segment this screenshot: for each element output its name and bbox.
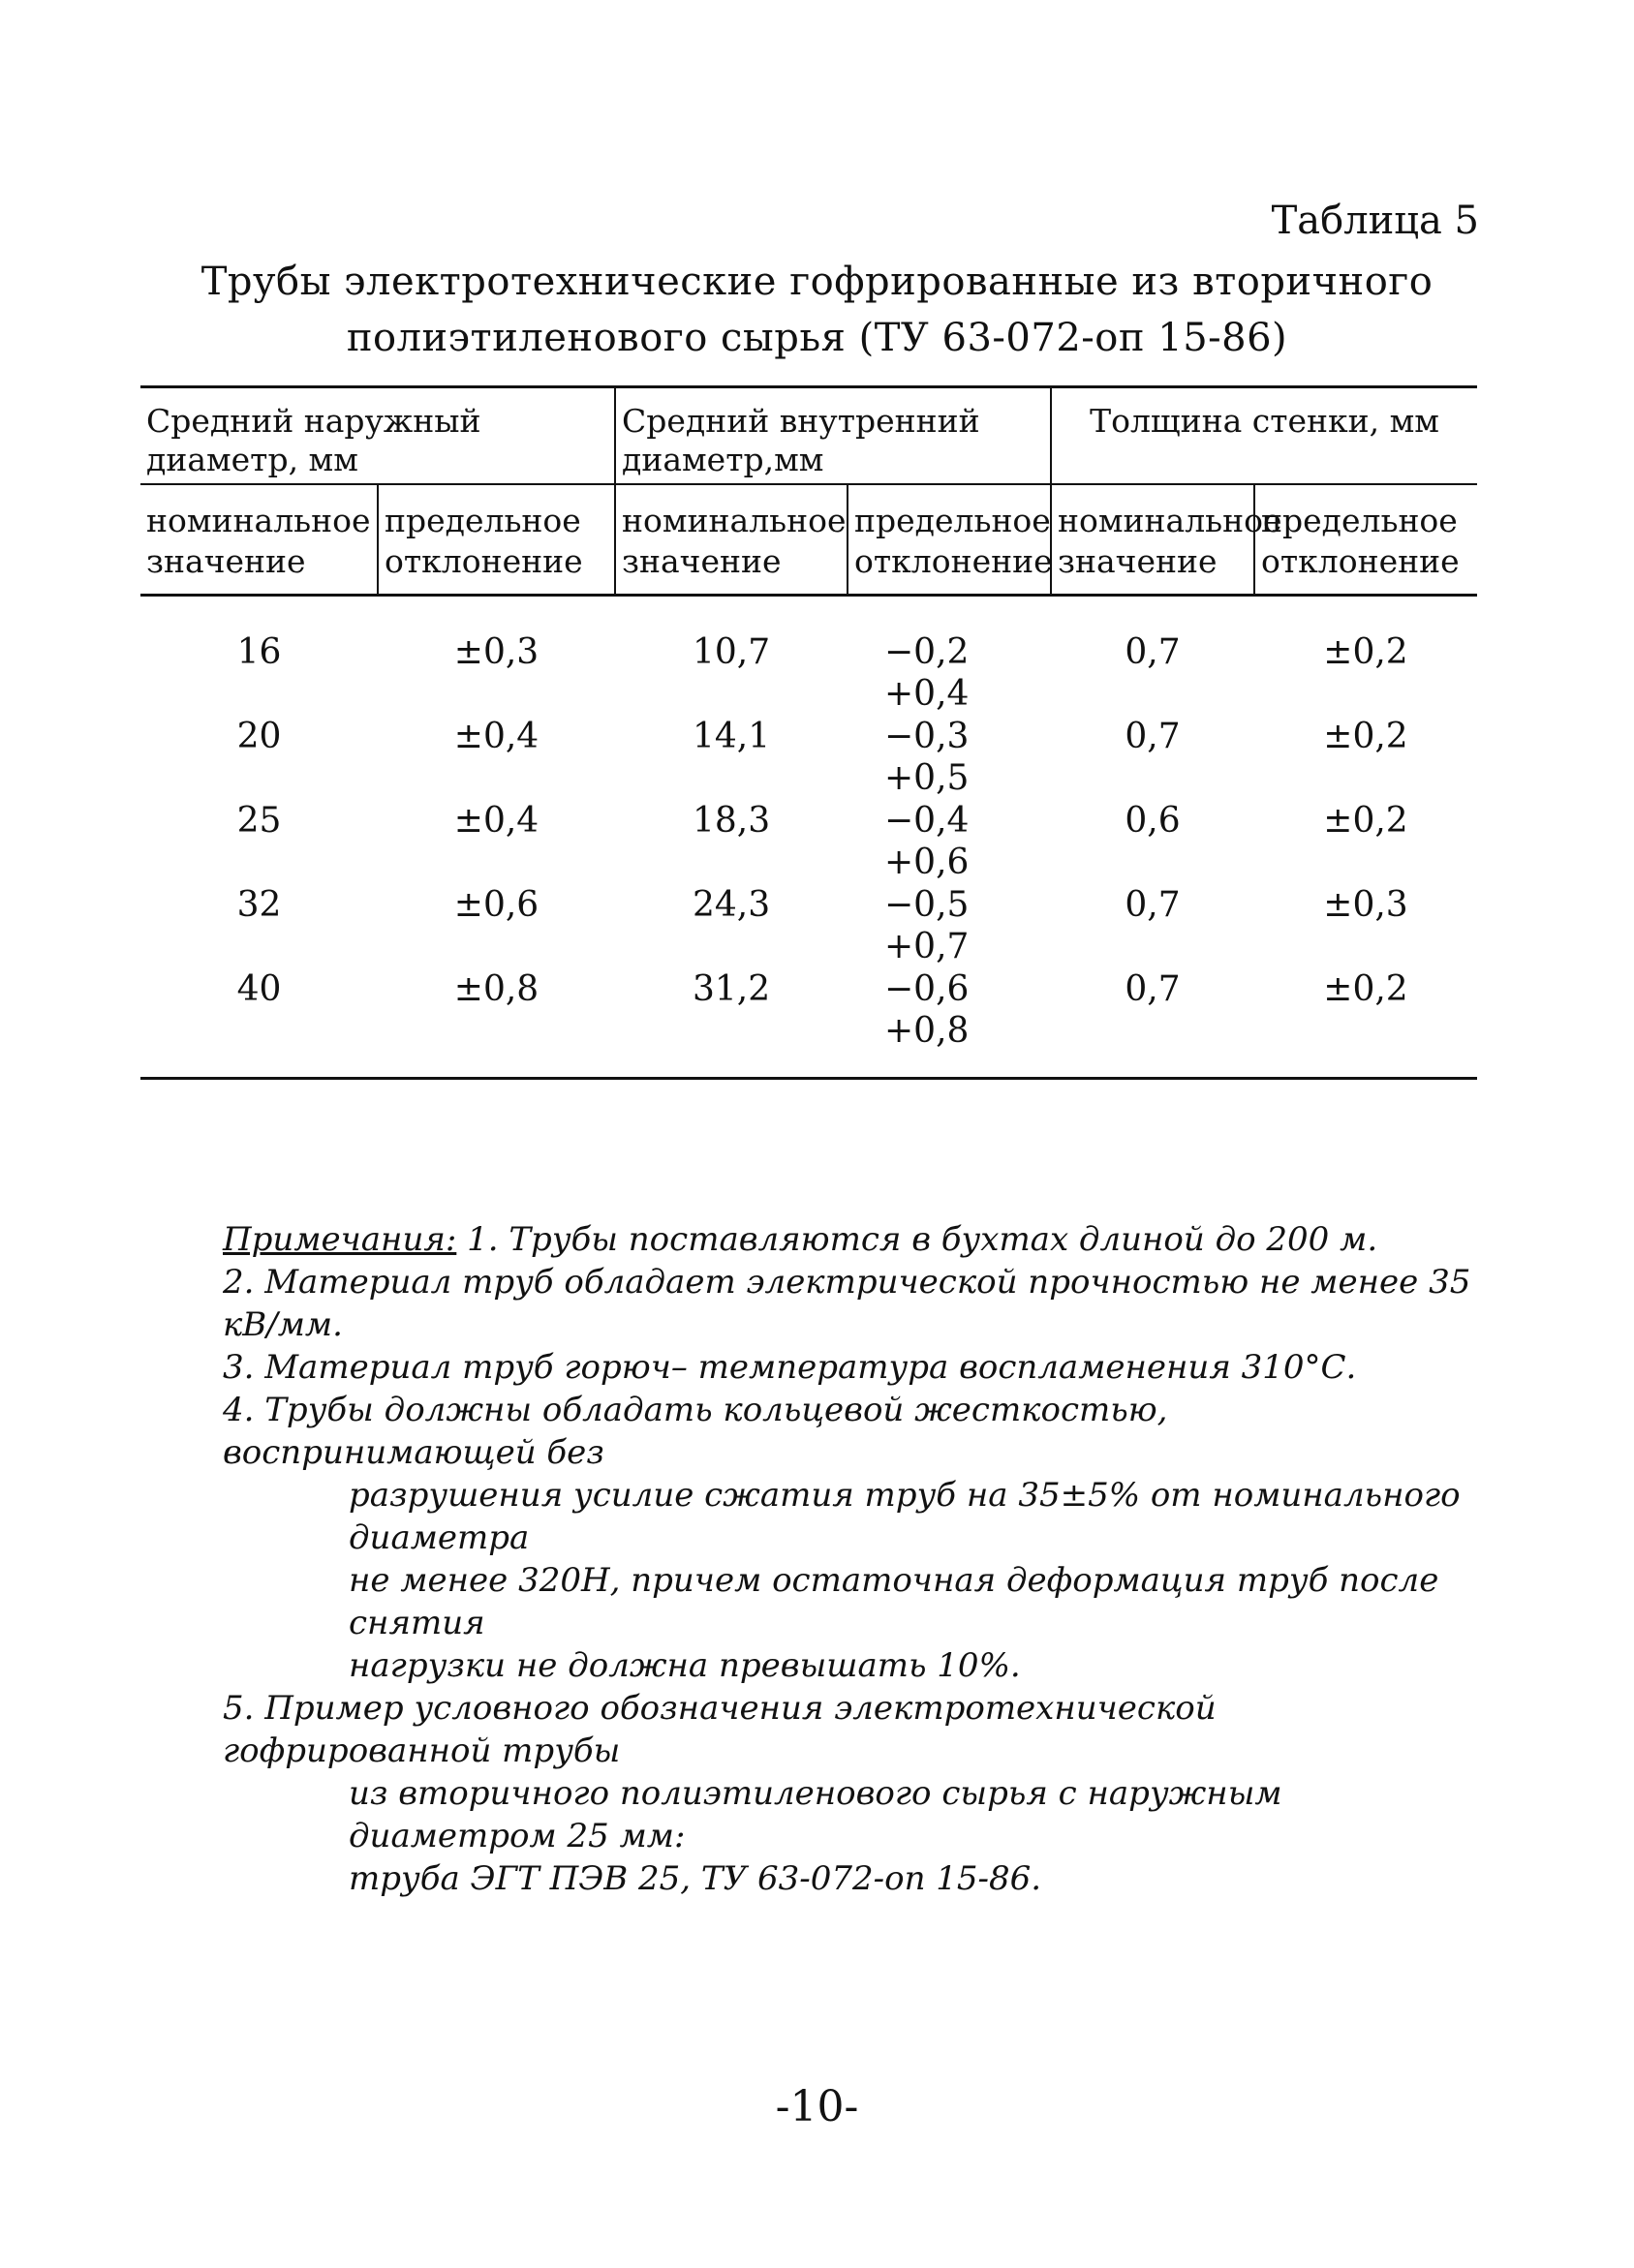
page-number: -10-: [775, 2082, 859, 2131]
table-cell: 20: [236, 717, 282, 756]
table-cell: ±0,8: [378, 968, 615, 1079]
table-row: [140, 716, 1477, 800]
notes-heading: Примечания:: [223, 1220, 457, 1259]
sub-header: номинальное значение: [140, 484, 378, 596]
title-line-1: Трубы электротехнические гофрированные из вторичного: [200, 260, 1434, 304]
table-cell: 14,1: [692, 717, 771, 756]
sub-header-row: [140, 484, 1477, 596]
table-cell: 25: [236, 801, 282, 841]
table-cell: 0,7: [1125, 885, 1181, 925]
table-cell: 0,6: [1125, 801, 1181, 841]
table-cell: ±0,4: [453, 717, 540, 756]
table-cell: 18,3: [692, 801, 771, 841]
table-cell: ±0,2: [1323, 801, 1408, 841]
note-3: 3. Материал труб горюч– температура воспламенения 310°С.: [223, 1348, 1357, 1387]
note-4-line-4: нагрузки не должна превышать 10%.: [349, 1646, 1021, 1685]
table-row: [140, 596, 1477, 717]
table-cell: ±0,4: [453, 801, 540, 841]
note-4-line-2: разрушения усилие сжатия труб на 35±5% от номинального диаметра: [349, 1476, 1461, 1557]
table-cell: 0,7: [1051, 968, 1254, 1079]
table-cell: −0,2 +0,4: [884, 632, 970, 714]
group-header-outer-diameter: Средний наружный диаметр, мм: [140, 387, 615, 485]
note-1-text: 1. Трубы поставляются в бухтах длиной до 200 м.: [467, 1220, 1378, 1259]
table-cell: ±0,2: [1254, 968, 1477, 1079]
note-4-line-1: 4. Трубы должны обладать кольцевой жесткостью, воспринимающей без: [223, 1391, 1168, 1472]
note-2: 2. Материал труб обладает электрической прочностью не менее 35 кВ/мм.: [223, 1263, 1471, 1344]
sub-header: предельное отклонение: [1254, 484, 1477, 596]
table-cell: −0,3 +0,5: [884, 717, 970, 798]
note-4-line-3: не менее 320Н, причем остаточная деформация труб после снятия: [349, 1561, 1439, 1642]
table-cell: −0,6 +0,8: [848, 968, 1051, 1079]
note-1: [223, 1218, 1472, 1261]
table-cell: ±0,2: [1323, 717, 1408, 756]
table-row: [140, 968, 1477, 1079]
group-header-wall-thickness: Толщина стенки, мм: [1051, 387, 1477, 485]
sub-header: предельное отклонение: [848, 484, 1051, 596]
table-cell: ±0,6: [453, 885, 540, 925]
table-cell: 32: [236, 885, 282, 925]
table-cell: ±0,2: [1323, 632, 1408, 672]
table-cell: 16: [236, 632, 282, 672]
table-cell: 31,2: [615, 968, 848, 1079]
table-row: [140, 800, 1477, 884]
table-cell: ±0,3: [453, 632, 540, 672]
note-5-line-3: труба ЭГТ ПЭВ 25, ТУ 63-072-оп 15-86.: [349, 1859, 1042, 1898]
sub-header: номинальное значение: [615, 484, 848, 596]
table-label: Таблица 5: [1271, 199, 1479, 243]
sub-header: номинальное значение: [1051, 484, 1254, 596]
notes-section: [223, 1218, 1472, 1900]
table-cell: −0,4 +0,6: [884, 801, 970, 882]
group-header-row: [140, 387, 1477, 485]
table-cell: 40: [140, 968, 378, 1079]
table-cell: −0,5 +0,7: [884, 885, 970, 966]
table-cell: 0,7: [1125, 717, 1181, 756]
title-line-2: полиэтиленового сырья (ТУ 63-072-оп 15-86): [346, 316, 1288, 360]
pipe-dimensions-table: [140, 385, 1477, 1080]
table-title: [0, 254, 1634, 366]
table-cell: 10,7: [692, 632, 771, 672]
table-cell: 0,7: [1125, 632, 1181, 672]
note-5-line-1: 5. Пример условного обозначения электротехнической гофрированной трубы: [223, 1689, 1217, 1770]
note-5-line-2: из вторичного полиэтиленового сырья с наружным диаметром 25 мм:: [349, 1774, 1282, 1855]
table-cell: ±0,3: [1323, 885, 1408, 925]
table-cell: 24,3: [692, 885, 771, 925]
group-header-inner-diameter: Средний внутренний диаметр,мм: [615, 387, 1051, 485]
sub-header: предельное отклонение: [378, 484, 615, 596]
table-row: [140, 884, 1477, 968]
